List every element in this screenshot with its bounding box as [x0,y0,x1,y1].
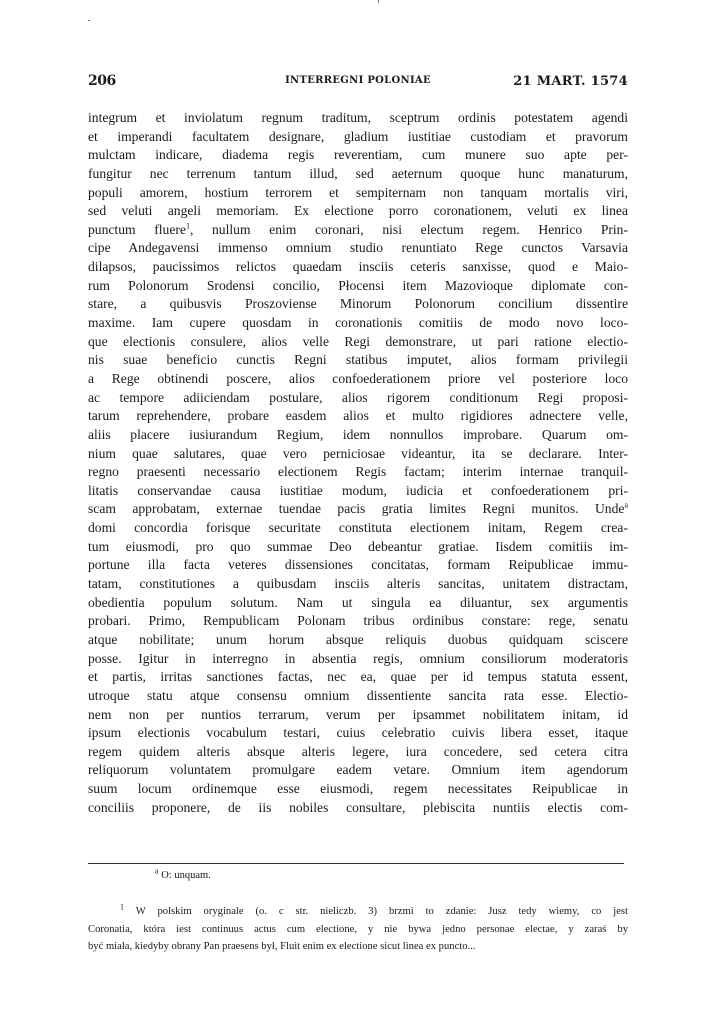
line-segment: scam approbatam, externae tuendae pacis gratia limites Regni munitos. Unde [88,501,625,517]
text-line: portune illa facta veteres dissensiones concitatas, formam Reipublicae immu- [88,557,628,573]
footnote-line: Coronatia, która iest continuus actus cum electione, y nie bywa jedno personae electae, y zaraś by [88,923,628,935]
running-header [88,73,628,93]
text-line: utroque statu atque consensu omnium dissentiente sancita rata esse. Electio- [88,687,628,703]
text-line: fungitur nec terrenum tantum illud, sed aeternum quoque hunc manaturum, [88,165,628,181]
footnote-a-text: O: unquam. [161,870,211,881]
text-line: nium quae salutares, quae vero perniciosae videantur, ita se declarare. Inter- [88,445,628,461]
text-line: nis suae beneficio cunctis Regni statibus imputet, alios formam privilegii [88,352,628,368]
text-line-with-footnote-ref [88,221,628,240]
line-segment: , nullum enim coronari, nisi electum regem. Henrico Prin- [189,221,629,237]
text-line: atque nobilitate; unum horum absque reliquis duobus quidquam sciscere [88,631,628,647]
text-line: probari. Primo, Rempublicam Polonam tribus ordinibus constare: rege, senatu [88,613,628,629]
footnote-line [88,903,628,921]
text-line: dilapsos, paucissimos relictos quaedam insciis ceteris sanxisse, quod e Maio- [88,259,628,275]
text-line: tarum reprehendere, probare easdem alios et multo rigidiores adnectere velle, [88,408,628,424]
text-line: tatam, constitutiones a quibusdam insciis alteris sancitas, unitatem distractam, [88,576,628,592]
footnote-separator [88,863,624,864]
text-line: ipsum electionis vocabulum testari, cuius celebratio cuivis libera esset, itaque [88,725,628,741]
text-line: litatis conservandae causa iustitiae modum, iudicia et confoederationem pri- [88,482,628,498]
text-line: et partis, irritas sanctiones factas, nec ea, quae per id tempus statuta essent, [88,669,628,685]
text-line: rum Polonorum Srodensi concilio, Płocensi item Mazovioque diplomate con- [88,277,628,293]
text-line: tum eiusmodi, pro quo summae Deo debeantur gratiae. Iisdem comitiis im- [88,538,628,554]
footnote-line: być miała, kiedyby obrany Pan praesens był, Fluit enim ex electione sicut linea ex puncto... [88,941,476,952]
text-line: aliis placere iusiurandum Regium, idem nonnullos improbare. Quarum om- [88,426,628,442]
text-line: domi concordia forisque securitate constituta electionem initam, Regem crea- [88,520,628,536]
text-line: ac tempore adiiciendam postulare, alios rigorem conditionum Regi proposi- [88,389,628,405]
footnote-a-marker: a [155,866,159,876]
text-line: stare, a quibusvis Proszoviense Minorum Polonorum concilium dissentire [88,296,628,312]
text-line: maxime. Iam cupere quosdam in coronationis comitiis de modo novo loco- [88,315,628,331]
text-line: conciliis proponere, de iis nobiles consultare, plebiscita nuntiis electis com- [88,799,628,815]
header-date: 21 MART. 1574 [513,74,628,89]
text-line: sed veluti angeli memoriam. Ex electione porro coronationem, veluti ex linea [88,203,628,219]
text-line: obedientia populum solutum. Nam ut singula ea diluantur, sex argumentis [88,594,628,610]
footnote-1-marker: 1 [120,902,124,912]
text-line: regno praesenti necessario electionem Regis factam; interim internae tranquil- [88,464,628,480]
text-line: reliquorum voluntatem promulgare eadem vetare. Omnium item agendorum [88,762,628,778]
footnote-ref-1[interactable]: 1 [185,221,190,231]
running-title: INTERREGNI POLONIAE [285,75,431,86]
text-line: nem non per nuntios terrarum, verum per ipsammet nobilitatem initam, id [88,706,628,722]
scan-speck [88,20,90,21]
text-line: et imperandi facultatem designare, gladium iustitiae custodiam et pravorum [88,128,628,144]
text-line: posse. Igitur in interregno in absentia regis, omnium consiliorum moderatoris [88,650,628,666]
footnote-1 [88,903,628,956]
body-text [88,109,628,817]
footnote-a [155,866,211,881]
text-line: cipe Andegavensi immenso omnium studio renuntiato Rege cunctos Varsavia [88,240,628,256]
page-number: 206 [88,73,116,89]
scan-speck [378,0,379,3]
text-line: que electionis consulere, alios velle Regi demonstrare, ut pari ratione electio- [88,333,628,349]
text-line: populi amorem, hostium terrorem et sempiternam non tanquam mortalis viri, [88,184,628,200]
footnote-line-text: W polskim oryginale (o. c str. nieliczb. 3) brzmi to zdanie: Jusz tedy wiemy, co jest [135,906,628,917]
text-line: regem quidem alteris absque alteris legere, iura concedere, sed cetera citra [88,743,628,759]
footnote-ref-a[interactable]: a [624,500,628,510]
text-line: integrum et inviolatum regnum traditum, sceptrum ordinis potestatem agendi [88,110,628,125]
text-line-with-footnote-ref [88,500,628,519]
line-segment: punctum fluere [88,221,186,237]
text-line: suum locum ordinemque esse eiusmodi, regem necessitates Reipublicae in [88,781,628,797]
text-line: mulctam indicare, diadema regis reverentiam, cum munere suo apte per- [88,147,628,163]
text-line: a Rege obtinendi poscere, alios confoederationem priore vel posteriore loco [88,370,628,386]
